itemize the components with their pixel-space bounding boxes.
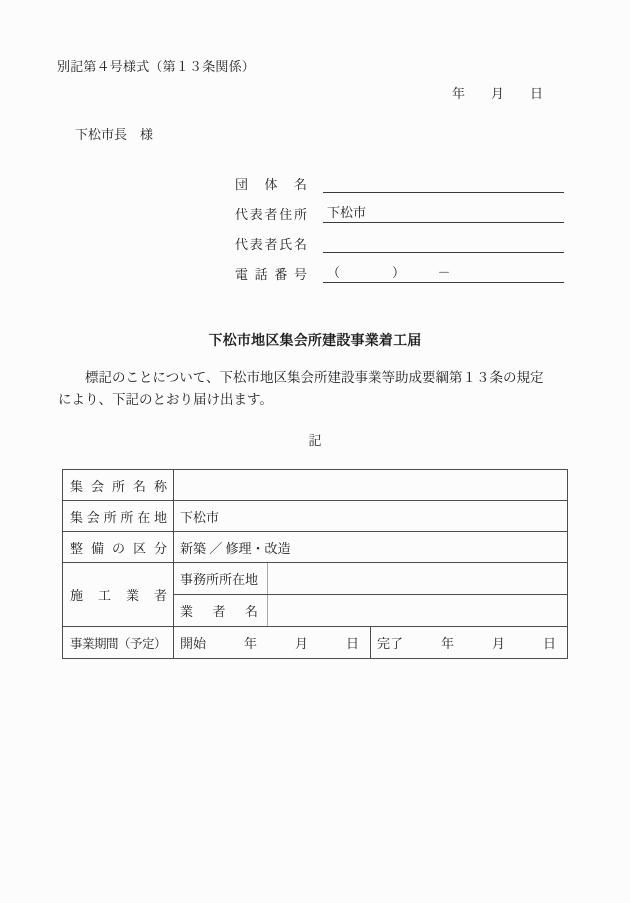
period-start-group [174, 627, 370, 658]
contractor-name-row [174, 595, 567, 626]
field-value-underline: 下松市 [323, 202, 564, 223]
row-label-cell [63, 470, 174, 501]
document-title: 下松市地区集会所建設事業着工届 [208, 334, 422, 349]
contractor-office-row [174, 563, 567, 594]
row-label-cell [63, 532, 174, 563]
period-end-label: 完了 [377, 636, 404, 651]
applicant-fields-block [235, 163, 564, 283]
field-label: 代表者住所 [235, 207, 307, 222]
row-label-cell [63, 627, 174, 659]
day-label: 日 [345, 636, 359, 651]
row-value-cell [174, 470, 568, 501]
period-start-label: 開始 [180, 636, 207, 651]
form-number: 別記第４号様式（第１３条関係） [57, 59, 256, 74]
field-row-representative-address [235, 193, 564, 223]
detail-table [62, 469, 568, 659]
table-row-improvement-category [63, 532, 568, 563]
field-row-representative-name [235, 223, 564, 253]
row-label: 整備の区分 [70, 540, 167, 556]
field-row-phone-number [235, 253, 564, 283]
day-label: 日 [542, 636, 556, 651]
table-row-project-period [63, 627, 568, 659]
sub-value-cell [268, 563, 567, 594]
row-label: 施工業者 [70, 588, 167, 603]
sub-label-cell [174, 595, 268, 626]
row-label: 集会所所在地 [70, 509, 167, 525]
row-label: 集会所名称 [70, 478, 167, 494]
contractor-name-cell [174, 595, 568, 627]
table-row-hall-address [63, 501, 568, 532]
sub-label: 業者名 [180, 604, 258, 619]
period-row [174, 627, 567, 658]
row-label: 事業期間（予定） [70, 636, 167, 651]
year-label: 年 [440, 636, 454, 651]
field-row-organization-name [235, 163, 564, 193]
month-label: 月 [491, 636, 505, 651]
period-value-cell [174, 627, 568, 659]
table-row-hall-name [63, 470, 568, 501]
sub-value-cell [268, 595, 567, 626]
year-label: 年 [243, 636, 257, 651]
sub-label: 事務所所在地 [180, 572, 259, 587]
field-value-underline: （ ） － [323, 262, 564, 283]
row-value-cell: 下松市 [174, 501, 568, 532]
field-value-underline [323, 175, 564, 193]
field-value-underline [323, 235, 564, 253]
contractor-label-cell [63, 563, 174, 627]
period-end-group [370, 627, 567, 658]
field-label: 代表者氏名 [235, 237, 307, 252]
row-value-cell: 新築 ／ 修理・改造 [174, 532, 568, 563]
month-label: 月 [294, 636, 308, 651]
field-label: 団体名 [235, 177, 307, 192]
contractor-office-cell [174, 563, 568, 595]
field-label: 電話番号 [235, 267, 307, 282]
date-placeholder-line: 年 月 日 [451, 86, 543, 101]
body-paragraph: 標記のことについて、下松市地区集会所建設事業等助成要綱第１３条の規定により、下記のとおり届け出ます。 [58, 370, 544, 407]
section-marker-ki: 記 [308, 433, 322, 448]
addressee: 下松市長 様 [75, 127, 154, 142]
row-label-cell [63, 501, 174, 532]
table-row-contractor-office [63, 563, 568, 595]
sub-label-cell [174, 563, 268, 594]
